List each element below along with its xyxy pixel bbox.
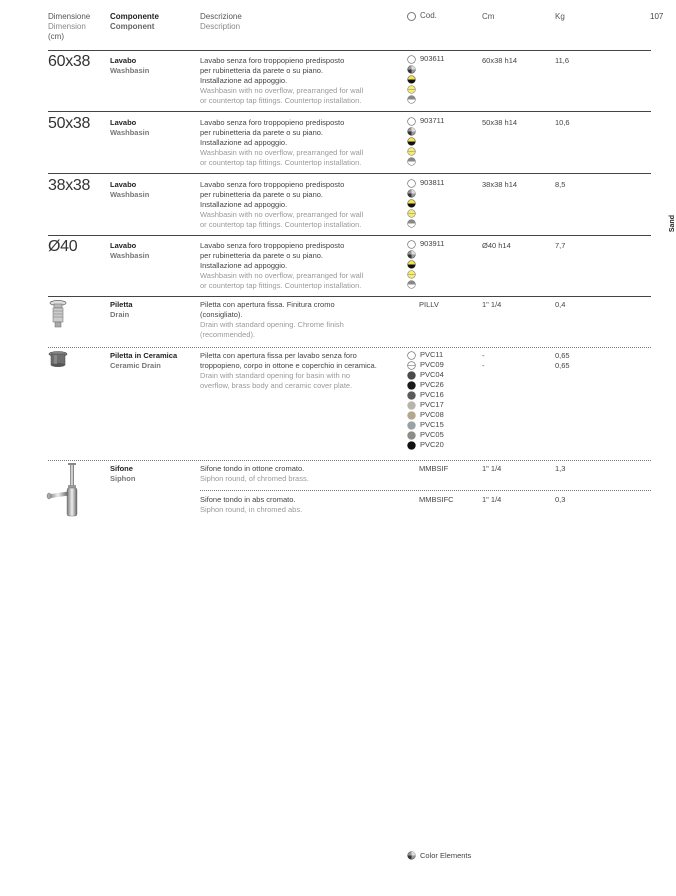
washbasin-cm: Ø40 h14 (482, 241, 511, 250)
dimension-label: Ø40 (48, 238, 78, 255)
grey-finish-icon (407, 157, 416, 166)
ceramic-drain-code: PVC26 (420, 380, 444, 389)
washbasin-description (200, 241, 400, 291)
color-elements-icon (407, 65, 416, 74)
ceramic-drain-code-row (407, 360, 444, 370)
siphon-desc-en: Siphon round, of chromed brass. (200, 474, 309, 483)
dimension-label: 50x38 (48, 115, 91, 132)
white-finish-icon (407, 240, 416, 249)
washbasin-name-en: Washbasin (110, 66, 150, 75)
drain-name-en: Drain (110, 310, 130, 319)
header-dimension-it: Dimensione (48, 12, 91, 21)
siphon-name-en: Siphon (110, 474, 136, 483)
washbasin-code: 903811 (420, 178, 445, 187)
ceramic-drain-description (200, 351, 405, 391)
washbasin-description (200, 56, 400, 106)
siphon-kg-1: 1,3 (555, 464, 566, 473)
washbasin-desc-it-line: Lavabo senza foro troppopieno predisposto (200, 118, 345, 127)
drain-desc-en-line: Drain with standard opening. Chrome finish (200, 320, 344, 329)
ceramic-drain-component (110, 351, 177, 371)
drain-image (48, 300, 68, 328)
drain-cm: 1" 1/4 (482, 300, 502, 309)
ceramic-drain-code-row (407, 400, 444, 410)
drain-code (419, 300, 439, 310)
ceramic-drain-kg-value: 0,65 (555, 351, 570, 360)
grey-finish-icon (407, 219, 416, 228)
washbasin-name-it: Lavabo (110, 180, 137, 189)
ceramic-drain-code-row (407, 430, 444, 440)
washbasin-cm: 38x38 h14 (482, 180, 518, 189)
siphon-code-2 (419, 495, 454, 505)
ceramic-drain-code: PVC04 (420, 370, 444, 379)
black-yellow-finish-icon (407, 137, 416, 146)
color-swatch-icon (407, 431, 416, 440)
header-dimension (48, 12, 90, 42)
siphon-code-text: MMBSIF (419, 464, 449, 473)
siphon-description-2 (200, 495, 400, 515)
washbasin-desc-it-line: per rubinetteria da parete o su piano. (200, 128, 323, 137)
washbasin-code: 903611 (420, 54, 445, 63)
white-finish-icon (407, 55, 416, 64)
color-swatch-icon (407, 351, 416, 360)
washbasin-kg: 8,5 (555, 180, 566, 189)
ceramic-drain-name-it: Piletta in Ceramica (110, 351, 178, 360)
rule (48, 111, 651, 112)
header-cod (407, 11, 437, 21)
washbasin-desc-it-line: per rubinetteria da parete o su piano. (200, 66, 323, 75)
ceramic-drain-desc-it-line: Piletta con apertura fissa per lavabo senza foro (200, 351, 357, 360)
drain-description (200, 300, 400, 340)
ceramic-drain-cm-value: - (482, 361, 485, 370)
siphon-image (46, 463, 84, 518)
yellow-finish-icon (407, 85, 416, 94)
washbasin-kg: 7,7 (555, 241, 566, 250)
color-elements-label: Color Elements (420, 851, 472, 860)
rule (48, 50, 651, 51)
washbasin-description (200, 180, 400, 230)
drain-component (110, 300, 133, 320)
color-swatch-icon (407, 411, 416, 420)
side-label: Sand (669, 215, 676, 233)
washbasin-code: 903911 (420, 239, 445, 248)
header-cod-label: Cod. (420, 11, 437, 20)
ceramic-drain-code-row (407, 440, 444, 450)
header-kg: Kg (555, 12, 565, 21)
header-component-it: Componente (110, 12, 159, 21)
washbasin-code-column (407, 239, 444, 289)
washbasin-kg: 11,6 (555, 56, 570, 65)
ceramic-drain-cm-value: - (482, 351, 485, 360)
washbasin-desc-it-line: per rubinetteria da parete o su piano. (200, 190, 323, 199)
color-elements-icon (407, 127, 416, 136)
washbasin-name-it: Lavabo (110, 241, 137, 250)
drain-desc-en-line: (recommended). (200, 330, 256, 339)
rule-dotted (48, 460, 651, 461)
ceramic-drain-desc-it-line: troppopieno, corpo in ottone e coperchio in ceramica. (200, 361, 377, 370)
washbasin-component (110, 180, 149, 200)
yellow-finish-icon (407, 147, 416, 156)
white-finish-icon (407, 117, 416, 126)
dimension-label: 60x38 (48, 53, 91, 70)
ceramic-drain-kg-value: 0,65 (555, 361, 570, 370)
color-swatch-icon (407, 391, 416, 400)
washbasin-component (110, 118, 149, 138)
ceramic-drain-code: PVC11 (420, 350, 444, 359)
washbasin-name-it: Lavabo (110, 56, 137, 65)
ceramic-drain-desc-en-line: Drain with standard opening for basin with no (200, 371, 351, 380)
washbasin-name-en: Washbasin (110, 251, 150, 260)
washbasin-desc-it-line: Lavabo senza foro troppopieno predisposto (200, 241, 345, 250)
rule (48, 235, 651, 236)
black-yellow-finish-icon (407, 199, 416, 208)
drain-desc-it-line: Piletta con apertura fissa. Finitura cromo (200, 300, 335, 309)
ceramic-drain-code: PVC09 (420, 360, 444, 369)
washbasin-name-en: Washbasin (110, 190, 150, 199)
washbasin-desc-en-line: Washbasin with no overflow, prearranged for wall (200, 271, 364, 280)
siphon-description-1 (200, 464, 400, 484)
ceramic-drain-code-row (407, 410, 444, 420)
color-elements-icon (407, 851, 416, 860)
ceramic-drain-code-row (407, 420, 444, 430)
siphon-cm-1: 1" 1/4 (482, 464, 502, 473)
yellow-finish-icon (407, 209, 416, 218)
siphon-kg-2: 0,3 (555, 495, 566, 504)
washbasin-code-column (407, 54, 444, 104)
color-elements-icon (407, 189, 416, 198)
washbasin-code: 903711 (420, 116, 445, 125)
washbasin-desc-en-line: Washbasin with no overflow, prearranged for wall (200, 86, 364, 95)
ceramic-drain-code-row (407, 370, 444, 380)
washbasin-component (110, 241, 149, 261)
siphon-code-text: MMBSIFC (419, 495, 454, 504)
rule-dotted (48, 347, 651, 348)
ceramic-drain-code: PVC08 (420, 410, 444, 419)
washbasin-code-column (407, 178, 444, 228)
washbasin-desc-en-line: or countertop tap fittings. Countertop installation. (200, 158, 362, 167)
washbasin-desc-it-line: Lavabo senza foro troppopieno predisposto (200, 56, 345, 65)
ceramic-drain-code: PVC17 (420, 400, 444, 409)
ceramic-drain-code: PVC20 (420, 440, 444, 449)
ceramic-drain-desc-en-line: overflow, brass body and ceramic cover plate. (200, 381, 353, 390)
drain-kg: 0,4 (555, 300, 566, 309)
washbasin-desc-en-line: or countertop tap fittings. Countertop installation. (200, 220, 362, 229)
black-yellow-finish-icon (407, 75, 416, 84)
color-swatch-icon (407, 421, 416, 430)
header-description-en: Description (200, 22, 241, 31)
ceramic-drain-kg (555, 351, 570, 371)
ceramic-drain-code-row (407, 380, 444, 390)
rule (48, 173, 651, 174)
washbasin-component (110, 56, 149, 76)
color-swatch-icon (407, 441, 416, 450)
white-finish-icon (407, 179, 416, 188)
washbasin-desc-it-line: Installazione ad appoggio. (200, 138, 288, 147)
washbasin-desc-en-line: Washbasin with no overflow, prearranged for wall (200, 148, 364, 157)
grey-finish-icon (407, 280, 416, 289)
washbasin-name-it: Lavabo (110, 118, 137, 127)
washbasin-desc-en-line: or countertop tap fittings. Countertop installation. (200, 96, 362, 105)
header-cm: Cm (482, 12, 495, 21)
ceramic-drain-image (48, 351, 68, 369)
yellow-finish-icon (407, 270, 416, 279)
color-swatch-icon (407, 381, 416, 390)
siphon-code-1 (419, 464, 448, 474)
black-yellow-finish-icon (407, 260, 416, 269)
ceramic-drain-codes (407, 350, 444, 450)
siphon-name-it: Sifone (110, 464, 133, 473)
washbasin-code-column (407, 116, 444, 166)
siphon-component (110, 464, 135, 484)
ceramic-drain-code-row (407, 350, 444, 360)
siphon-desc-it: Sifone tondo in abs cromato. (200, 495, 296, 504)
ceramic-drain-code-row (407, 390, 444, 400)
ceramic-drain-code: PVC15 (420, 420, 444, 429)
washbasin-desc-it-line: Installazione ad appoggio. (200, 200, 288, 209)
washbasin-cm: 50x38 h14 (482, 118, 518, 127)
siphon-desc-it: Sifone tondo in ottone cromato. (200, 464, 305, 473)
header-dimension-en: Dimension (48, 22, 86, 31)
white-circle-icon (407, 12, 416, 21)
dimension-label: 38x38 (48, 177, 91, 194)
washbasin-description (200, 118, 400, 168)
drain-name-it: Piletta (110, 300, 133, 309)
washbasin-desc-it-line: Installazione ad appoggio. (200, 261, 288, 270)
ceramic-drain-name-en: Ceramic Drain (110, 361, 161, 370)
header-component (110, 12, 159, 32)
rule (48, 296, 651, 297)
washbasin-desc-it-line: per rubinetteria da parete o su piano. (200, 251, 323, 260)
washbasin-desc-it-line: Installazione ad appoggio. (200, 76, 288, 85)
color-swatch-icon (407, 401, 416, 410)
ceramic-drain-cm (482, 351, 485, 371)
color-swatch-icon (407, 371, 416, 380)
header-component-en: Component (110, 22, 155, 31)
header-description (200, 12, 242, 32)
color-swatch-icon (407, 361, 416, 370)
washbasin-desc-en-line: Washbasin with no overflow, prearranged for wall (200, 210, 364, 219)
color-elements-legend (407, 851, 471, 860)
color-elements-icon (407, 250, 416, 259)
washbasin-name-en: Washbasin (110, 128, 150, 137)
header-dimension-unit: (cm) (48, 32, 64, 41)
washbasin-desc-en-line: or countertop tap fittings. Countertop installation. (200, 281, 362, 290)
grey-finish-icon (407, 95, 416, 104)
washbasin-cm: 60x38 h14 (482, 56, 518, 65)
siphon-cm-2: 1" 1/4 (482, 495, 502, 504)
washbasin-desc-it-line: Lavabo senza foro troppopieno predisposto (200, 180, 345, 189)
header-description-it: Descrizione (200, 12, 242, 21)
page-number: 107 (650, 12, 664, 21)
drain-desc-it-line: (consigliato). (200, 310, 243, 319)
drain-code-text: PILLV (419, 300, 439, 309)
ceramic-drain-code: PVC05 (420, 430, 444, 439)
washbasin-kg: 10,6 (555, 118, 570, 127)
siphon-desc-en: Siphon round, in chromed abs. (200, 505, 303, 514)
rule-dotted (200, 490, 651, 491)
ceramic-drain-code: PVC16 (420, 390, 444, 399)
